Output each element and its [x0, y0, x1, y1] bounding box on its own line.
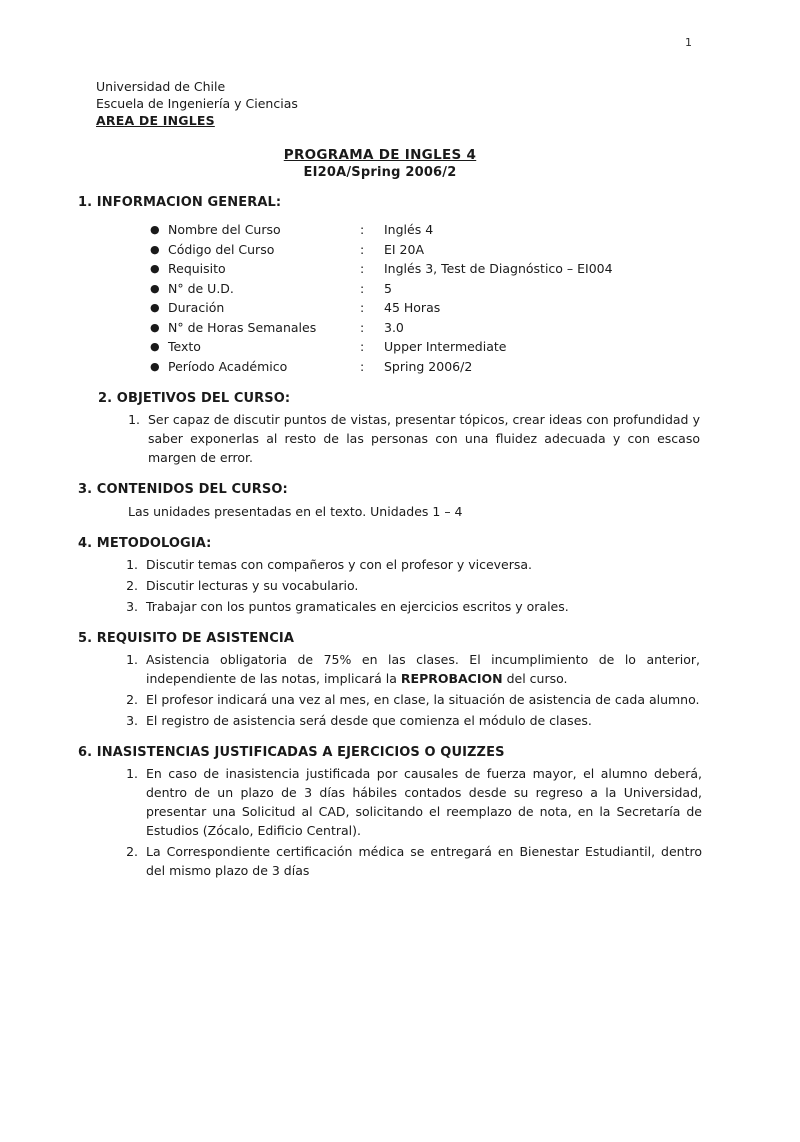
bullet-icon: ● [150, 281, 160, 295]
section-heading-informacion-general: 1. INFORMACION GENERAL: [78, 195, 282, 210]
bullet-icon: ● [150, 242, 160, 256]
list-item-number: 1. [126, 557, 138, 572]
list-item-number: 1. [128, 412, 140, 427]
info-row [150, 298, 728, 318]
bullet-icon: ● [150, 301, 160, 314]
list-item [112, 597, 688, 616]
info-label: Duración [168, 300, 225, 315]
info-row [150, 337, 728, 357]
inasistencias-list [112, 764, 702, 880]
title-main: PROGRAMA DE INGLES 4 [283, 147, 477, 163]
section-metodologia [72, 536, 728, 616]
info-row [150, 357, 728, 377]
section-inasistencias [72, 745, 728, 880]
bullet-icon: ● [150, 223, 160, 236]
bullet-icon: ● [150, 262, 160, 275]
list-item-number: 3. [126, 713, 138, 728]
info-colon: : [360, 300, 365, 315]
info-value: 5 [384, 280, 392, 296]
info-colon: : [360, 339, 365, 354]
section-heading-inasistencias: 6. INASISTENCIAS JUSTIFICADAS A EJERCICIOS O QUIZZES [78, 745, 505, 760]
list-item-text-before: El registro de asistencia será desde que comienza el módulo de clases. [146, 713, 592, 728]
list-item-text: Discutir lecturas y su vocabulario. [146, 578, 359, 593]
info-label: N° de U.D. [168, 280, 234, 296]
section-objetivos [72, 391, 728, 467]
info-list [72, 220, 728, 376]
objetivos-list [114, 410, 700, 467]
list-item-text: En caso de inasistencia justificada por causales de fuerza mayor, el alumno deberá, dentro de un plazo de 3 días hábiles contados desde su regreso a la Universidad, presentar una Solicitud al CAD, solicitando el reemplazo de nota, en la Secretaría de Estudios (Zócalo, Edificio Central). [146, 766, 702, 838]
list-item [112, 650, 700, 688]
info-colon: : [360, 261, 365, 276]
list-item-text-before: Asistencia obligatoria de 75% en las clases. El incumplimiento de lo anterior, independiente de las notas, implicará la [146, 652, 700, 686]
list-item-number: 2. [126, 844, 138, 859]
info-colon: : [360, 319, 365, 335]
info-colon: : [360, 222, 365, 237]
document-header [96, 78, 728, 129]
info-value: 3.0 [384, 319, 404, 335]
list-item-number: 1. [126, 652, 138, 667]
list-item-number: 3. [126, 599, 138, 614]
list-item-text-before: El profesor indicará una vez al mes, en clase, la situación de asistencia de cada alumno. [146, 692, 700, 707]
info-label: N° de Horas Semanales [168, 319, 317, 335]
info-value: Inglés 4 [384, 222, 434, 237]
asistencia-list [112, 650, 700, 730]
list-item-text: Discutir temas con compañeros y con el profesor y viceversa. [146, 557, 533, 572]
section-asistencia [72, 631, 728, 730]
list-item-number: 2. [126, 692, 138, 707]
info-row [150, 279, 728, 299]
info-label: Código del Curso [168, 241, 275, 257]
document-title [72, 147, 728, 180]
list-item-text: Trabajar con los puntos gramaticales en ejercicios escritos y orales. [146, 599, 569, 614]
list-item-text-emphasis: REPROBACION [400, 671, 503, 686]
info-row [150, 240, 728, 260]
bullet-icon: ● [150, 340, 160, 353]
info-colon: : [360, 241, 365, 257]
list-item [114, 410, 700, 467]
info-value: Spring 2006/2 [384, 358, 473, 374]
list-item-text: Ser capaz de discutir puntos de vistas, presentar tópicos, crear ideas con profundidad y saber exponerlas al resto de las personas con una fluidez adecuada y con escaso margen de error. [148, 412, 700, 465]
section-heading-contenidos: 3. CONTENIDOS DEL CURSO: [78, 482, 288, 497]
info-label: Texto [168, 339, 201, 354]
info-value: Inglés 3, Test de Diagnóstico – EI004 [384, 261, 613, 276]
header-university: Universidad de Chile [96, 79, 226, 94]
contenidos-paragraph: Las unidades presentadas en el texto. Unidades 1 – 4 [128, 504, 463, 519]
section-informacion-general [72, 195, 728, 376]
list-item [112, 576, 688, 595]
list-item-text [146, 650, 700, 688]
list-item [112, 764, 702, 840]
list-item-text: La Correspondiente certificación médica se entregará en Bienestar Estudiantil, dentro del mismo plazo de 3 días [146, 844, 702, 878]
list-item [112, 842, 702, 880]
info-colon: : [360, 358, 365, 374]
info-row [150, 220, 728, 240]
bullet-icon: ● [150, 359, 160, 373]
info-value: Upper Intermediate [384, 339, 507, 354]
header-school: Escuela de Ingeniería y Ciencias [96, 96, 298, 111]
list-item-text [146, 690, 700, 709]
section-heading-objetivos: 2. OBJETIVOS DEL CURSO: [98, 391, 291, 406]
metodologia-list [112, 555, 688, 616]
list-item [112, 555, 688, 574]
list-item-number: 2. [126, 578, 138, 593]
info-row [150, 259, 728, 279]
header-area: AREA DE INGLES [96, 113, 215, 128]
info-label: Nombre del Curso [168, 222, 281, 237]
info-colon: : [360, 280, 365, 296]
info-row [150, 318, 728, 338]
list-item-text-after: del curso. [502, 671, 568, 686]
title-subtitle: EI20A/Spring 2006/2 [303, 165, 457, 180]
info-value: EI 20A [384, 241, 425, 257]
list-item [112, 711, 700, 730]
section-heading-asistencia: 5. REQUISITO DE ASISTENCIA [78, 631, 294, 646]
page-number: 1 [685, 36, 692, 49]
info-label: Período Académico [168, 358, 288, 374]
list-item-number: 1. [126, 766, 138, 781]
list-item [112, 690, 700, 709]
section-heading-metodologia: 4. METODOLOGIA: [78, 536, 212, 551]
info-label: Requisito [168, 261, 226, 276]
info-value: 45 Horas [384, 300, 441, 315]
bullet-icon: ● [150, 320, 160, 334]
section-contenidos [72, 482, 728, 521]
list-item-text [146, 711, 700, 730]
